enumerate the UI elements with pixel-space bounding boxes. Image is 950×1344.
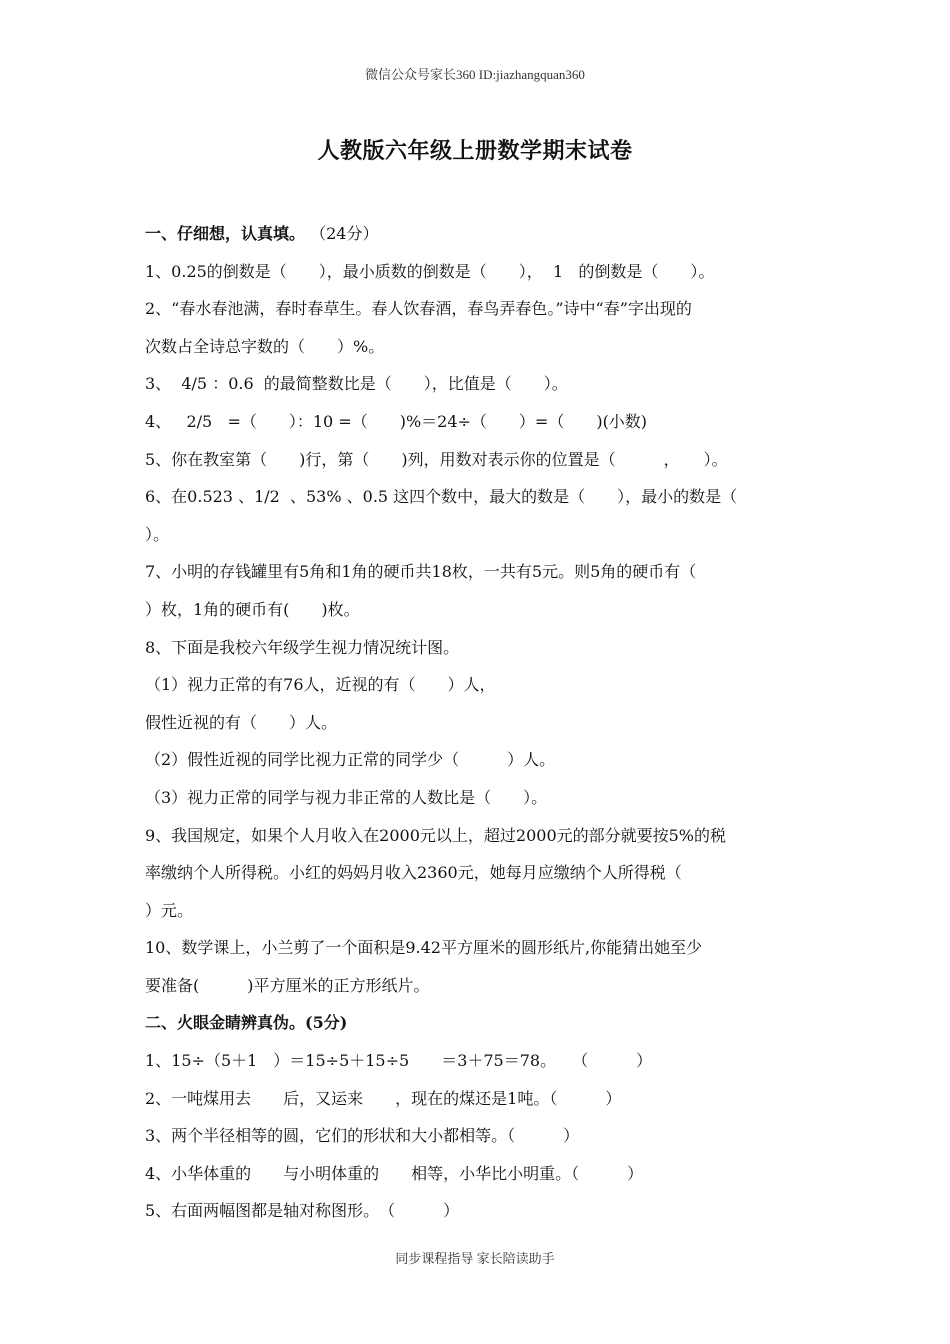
section-1-heading (145, 219, 810, 257)
judgment-3: 3、两个半径相等的圆，它们的形状和大小都相等。（ ） (145, 1126, 580, 1146)
section-1-title: 一、仔细想，认真填。 (145, 224, 306, 243)
question-9-cont-2: ）元。 (145, 900, 194, 920)
question-9-cont: 率缴纳个人所得税。小红的妈妈月收入2360元，她每月应缴纳个人所得税（ (145, 863, 682, 883)
question-6-cont: ）。 (145, 524, 170, 544)
question-5: 5、你在教室第（ )行，第（ )列，用数对表示你的位置是（ ， ）。 (145, 449, 728, 469)
question-8-part-1: （1）视力正常的有76人，近视的有（ ）人， (145, 675, 496, 695)
question-9: 9、我国规定，如果个人月收入在2000元以上，超过2000元的部分就要按5%的税 (145, 825, 727, 845)
footer-note: 同步课程指导 家长陪读助手 (395, 1251, 555, 1266)
judgment-4: 4、小华体重的 与小明体重的 相等，小华比小明重。（ ） (145, 1163, 644, 1183)
header-note: 微信公众号家长360 ID:jiazhangquan360 (365, 67, 585, 82)
question-7: 7、小明的存钱罐里有5角和1角的硬币共18枚，一共有5元。则5角的硬币有（ (145, 562, 697, 582)
question-4: 4、 2/5 =（ ）：10 =（ )%＝24÷（ ）=（ )(小数) (145, 411, 648, 431)
question-1: 1、0.25的倒数是（ ），最小质数的倒数是（ ）， 1 的倒数是（ ）。 (145, 261, 715, 281)
exam-content (145, 219, 810, 1234)
question-8: 8、下面是我校六年级学生视力情况统计图。 (145, 637, 460, 657)
question-6: 6、在0.523 、1/2 、53% 、0.5 这四个数中，最大的数是（ ），最小的数是（ (145, 487, 738, 507)
question-7-cont: ）枚，1角的硬币有( )枚。 (145, 599, 360, 619)
section-2-points: (5分) (305, 1013, 348, 1033)
question-10-cont: 要准备( )平方厘米的正方形纸片。 (145, 975, 430, 995)
page-title: 人教版六年级上册数学期末试卷 (317, 138, 633, 164)
question-8-part-3: （3）视力正常的同学与视力非正常的人数比是（ ）。 (145, 787, 548, 807)
judgment-1: 1、15÷（5＋1 ）＝15÷5＋15÷5 ＝3＋75＝78。 （ ） (145, 1051, 653, 1071)
question-2-cont: 次数占全诗总字数的（ ）%。 (145, 336, 385, 356)
question-2: 2、“春水春池满，春时春草生。春人饮春酒，春鸟弄春色。”诗中“春”字出现的 (145, 299, 692, 319)
section-1-points: （24分） (305, 224, 379, 243)
judgment-2: 2、一吨煤用去 后，又运来 ，现在的煤还是1吨。（ ） (145, 1088, 622, 1108)
section-2-title: 二、火眼金睛辨真伪。 (145, 1013, 306, 1033)
question-10: 10、数学课上，小兰剪了一个面积是9.42平方厘米的圆形纸片,你能猜出她至少 (145, 938, 703, 958)
judgment-5: 5、右面两幅图都是轴对称图形。 （ ） (145, 1201, 460, 1221)
question-8-part-1-cont: 假性近视的有（ ）人。 (145, 712, 338, 732)
question-8-part-2: （2）假性近视的同学比视力正常的同学少（ ）人。 (145, 750, 556, 770)
question-3: 3、 4/5 ：0.6 的最简整数比是（ ），比值是（ ）。 (145, 374, 568, 394)
section-2-heading (145, 1008, 810, 1046)
